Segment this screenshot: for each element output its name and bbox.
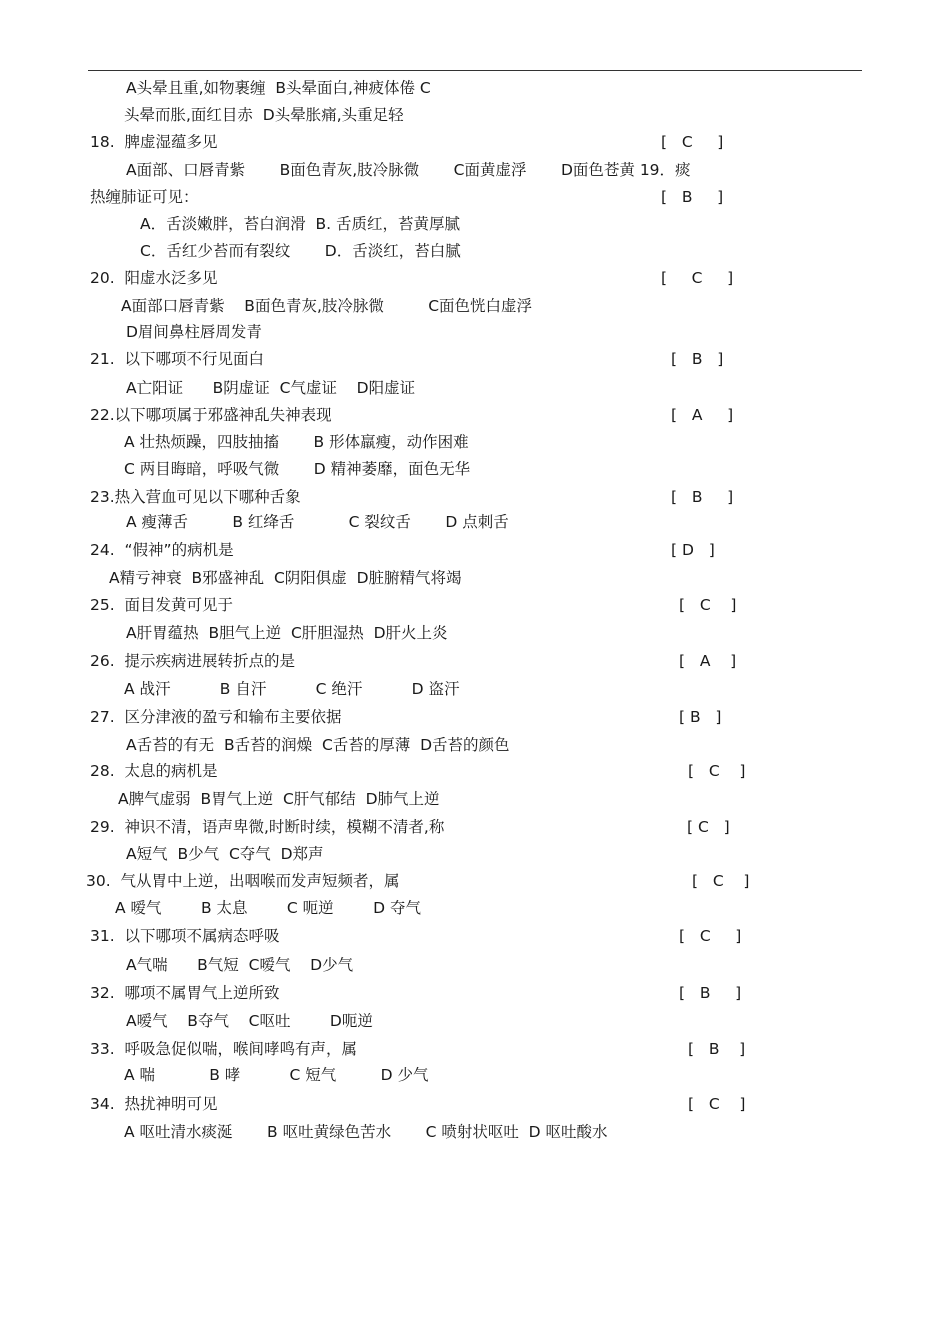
question-stem: 31. 以下哪项不属病态呼吸 <box>90 927 280 945</box>
option-line: A脾气虚弱 B胃气上逆 C肝气郁结 D肺气上逆 <box>118 790 440 808</box>
answer-bracket: [ C ] <box>688 762 746 780</box>
answer-bracket: [ C ] <box>661 269 734 287</box>
option-line: A 嗳气 B 太息 C 呃逆 D 夺气 <box>115 899 421 917</box>
answer-bracket: [ B ] <box>679 708 722 726</box>
option-line: A面部口唇青紫 B面色青灰,肢冷脉微 C面色恍白虚浮 <box>121 297 533 315</box>
question-stem: 30. 气从胃中上逆，出咽喉而发声短频者，属 <box>86 872 400 890</box>
question-stem: 27. 区分津液的盈亏和输布主要依据 <box>90 708 342 726</box>
option-line: A嗳气 B夺气 C呕吐 D呃逆 <box>126 1012 373 1030</box>
answer-bracket: [ C ] <box>687 818 730 836</box>
option-line: A 喘 B 哮 C 短气 D 少气 <box>124 1066 429 1084</box>
option-line: A短气 B少气 C夺气 D郑声 <box>126 845 324 863</box>
option-line: A精亏神衰 B邪盛神乱 C阴阳俱虚 D脏腑精气将竭 <box>109 569 462 587</box>
answer-bracket: [ A ] <box>679 652 737 670</box>
option-line: A 战汗 B 自汗 C 绝汗 D 盗汗 <box>124 680 460 698</box>
question-stem: 33. 呼吸急促似喘，喉间哮鸣有声，属 <box>90 1040 358 1058</box>
question-stem: 24. “假神”的病机是 <box>90 541 234 559</box>
option-line: A亡阳证 B阴虚证 C气虚证 D阳虚证 <box>126 379 416 397</box>
question-stem: 18. 脾虚湿蕴多见 <box>90 133 218 151</box>
answer-bracket: [ C ] <box>679 596 737 614</box>
answer-bracket: [ C ] <box>661 133 724 151</box>
question-stem: 20. 阳虚水泛多见 <box>90 269 218 287</box>
option-line: A面部、口唇青紫 B面色青灰,肢冷脉微 C面黄虚浮 D面色苍黄 19．痰 <box>126 161 691 179</box>
question-stem: 32. 哪项不属胃气上逆所致 <box>90 984 280 1002</box>
option-line: A 呕吐清水痰涎 B 呕吐黄绿色苦水 C 喷射状呕吐 D 呕吐酸水 <box>124 1123 608 1141</box>
answer-bracket: [ A ] <box>671 406 734 424</box>
option-line: A肝胃蕴热 B胆气上逆 C肝胆湿热 D肝火上炎 <box>126 624 448 642</box>
option-line: A 瘦薄舌 B 红绛舌 C 裂纹舌 D 点刺舌 <box>126 513 509 531</box>
question-stem: 29. 神识不清，语声卑微,时断时续，模糊不清者,称 <box>90 818 445 836</box>
answer-bracket: [ D ] <box>671 541 715 559</box>
answer-bracket: [ B ] <box>671 488 734 506</box>
question-stem: 热缠肺证可见： <box>90 188 199 206</box>
answer-bracket: [ B ] <box>671 350 724 368</box>
q17-option-line-2: 头晕而胀,面红目赤 D头晕胀痛,头重足轻 <box>124 106 404 124</box>
question-stem: 28. 太息的病机是 <box>90 762 218 780</box>
question-stem: 34. 热扰神明可见 <box>90 1095 218 1113</box>
header-rule <box>88 70 862 71</box>
option-line: D眉间鼻柱唇周发青 <box>126 323 262 341</box>
question-stem: 22.以下哪项属于邪盛神乱失神表现 <box>90 406 332 424</box>
answer-bracket: [ B ] <box>679 984 742 1002</box>
option-line: A 壮热烦躁，四肢抽搐 B 形体羸瘦，动作困难 <box>124 433 469 451</box>
question-stem: 25. 面目发黄可见于 <box>90 596 234 614</box>
option-line: A．舌淡嫩胖，苔白润滑 B. 舌质红，苔黄厚腻 <box>140 215 460 233</box>
question-stem: 21. 以下哪项不行见面白 <box>90 350 265 368</box>
question-stem: 23.热入营血可见以下哪种舌象 <box>90 488 301 506</box>
question-stem: 26. 提示疾病进展转折点的是 <box>90 652 296 670</box>
option-line: A气喘 B气短 C嗳气 D少气 <box>126 956 354 974</box>
option-line: A舌苔的有无 B舌苔的润燥 C舌苔的厚薄 D舌苔的颜色 <box>126 736 510 754</box>
answer-bracket: [ C ] <box>692 872 750 890</box>
answer-bracket: [ C ] <box>688 1095 746 1113</box>
answer-bracket: [ B ] <box>688 1040 746 1058</box>
answer-bracket: [ C ] <box>679 927 742 945</box>
answer-bracket: [ B ] <box>661 188 724 206</box>
option-line: C 两目晦暗，呼吸气微 D 精神萎靡，面色无华 <box>124 460 471 478</box>
q17-option-line-1: A头晕且重,如物裹缠 B头晕面白,神疲体倦 C <box>126 79 431 97</box>
option-line: C．舌红少苔而有裂纹 D．舌淡红，苔白腻 <box>140 242 461 260</box>
